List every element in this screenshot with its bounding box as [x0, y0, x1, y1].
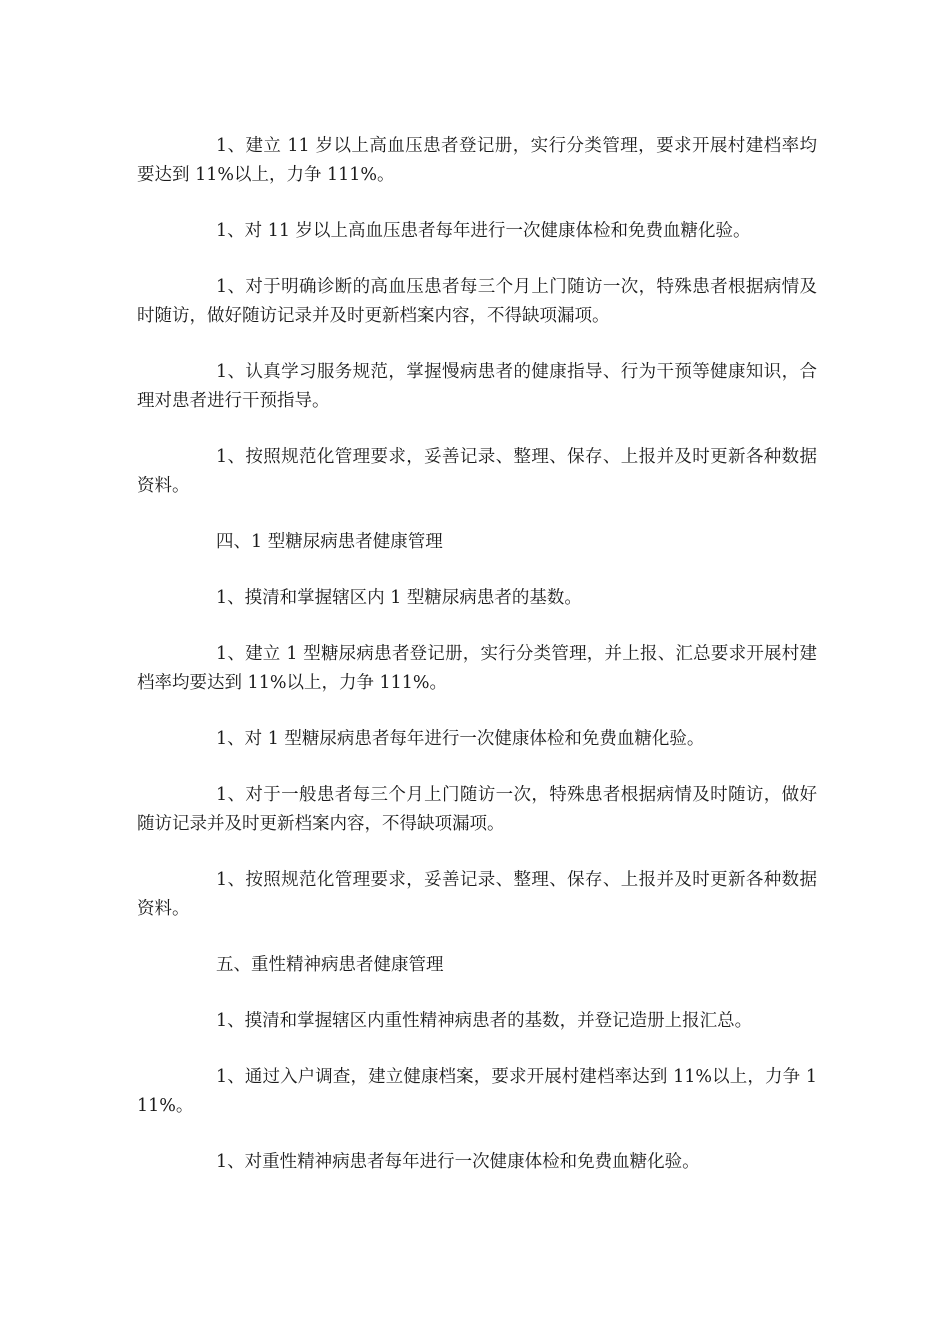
paragraph: 1、建立 1 型糖尿病患者登记册，实行分类管理，并上报、汇总要求开展村建档率均要达到 11%以上，力争 111%。 — [137, 644, 817, 693]
paragraph: 1、摸清和掌握辖区内 1 型糖尿病患者的基数。 — [216, 588, 582, 608]
paragraph: 1、对 1 型糖尿病患者每年进行一次健康体检和免费血糖化验。 — [216, 729, 705, 749]
section-heading: 五、重性精神病患者健康管理 — [216, 955, 444, 975]
paragraph: 1、摸清和掌握辖区内重性精神病患者的基数，并登记造册上报汇总。 — [216, 1011, 753, 1031]
paragraph: 1、建立 11 岁以上高血压患者登记册，实行分类管理，要求开展村建档率均要达到 11%以上，力争 111%。 — [137, 136, 817, 185]
paragraph: 1、按照规范化管理要求，妥善记录、整理、保存、上报并及时更新各种数据资料。 — [137, 447, 817, 496]
paragraph: 1、对重性精神病患者每年进行一次健康体检和免费血糖化验。 — [216, 1152, 700, 1172]
section-heading: 四、1 型糖尿病患者健康管理 — [216, 532, 443, 552]
paragraph: 1、通过入户调查，建立健康档案，要求开展村建档率达到 11%以上，力争 111%。 — [137, 1067, 817, 1116]
paragraph: 1、对于一般患者每三个月上门随访一次，特殊患者根据病情及时随访，做好随访记录并及时更新档案内容，不得缺项漏项。 — [137, 785, 817, 834]
paragraph: 1、对于明确诊断的高血压患者每三个月上门随访一次，特殊患者根据病情及时随访，做好随访记录并及时更新档案内容，不得缺项漏项。 — [137, 277, 817, 326]
paragraph: 1、按照规范化管理要求，妥善记录、整理、保存、上报并及时更新各种数据资料。 — [137, 870, 817, 919]
paragraph: 1、对 11 岁以上高血压患者每年进行一次健康体检和免费血糖化验。 — [216, 221, 751, 241]
paragraph: 1、认真学习服务规范，掌握慢病患者的健康指导、行为干预等健康知识，合理对患者进行干预指导。 — [137, 362, 817, 411]
document-body — [137, 132, 817, 1204]
